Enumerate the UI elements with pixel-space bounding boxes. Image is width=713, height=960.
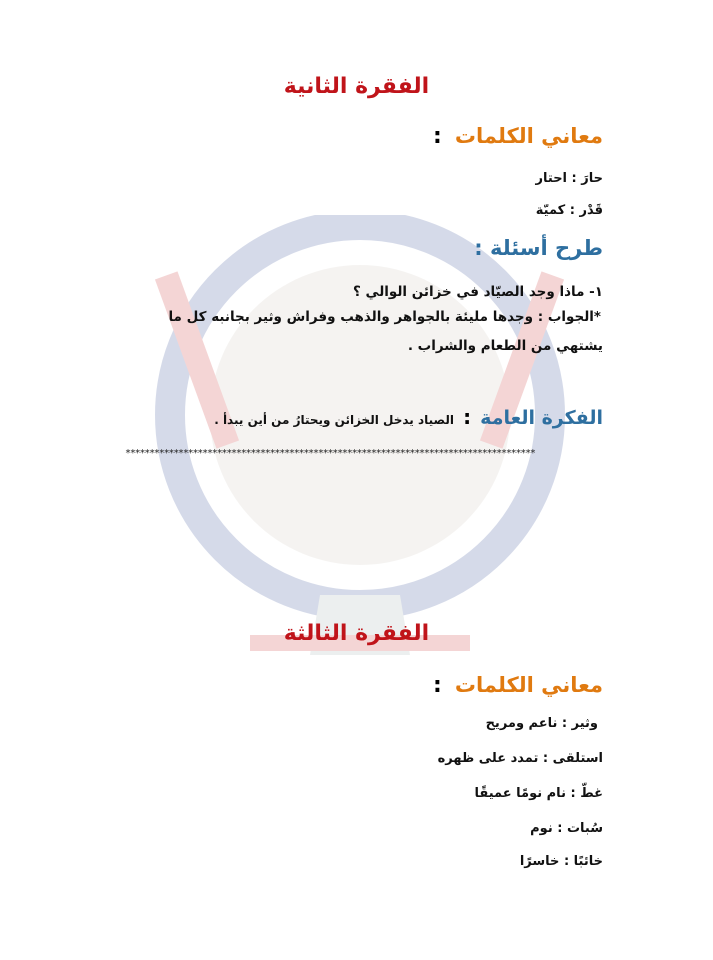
section3-vocab-item: غطّ : نام نومًا عميقًا bbox=[474, 786, 603, 801]
section3-vocab-heading-row bbox=[433, 673, 603, 698]
section3-vocab-item: استلقى : تمدد على ظهره bbox=[437, 751, 603, 766]
section3-title: الفقرة الثالثة bbox=[283, 621, 430, 646]
section3-vocab-colon: : bbox=[432, 673, 442, 698]
section2-vocab-heading-row bbox=[433, 124, 603, 149]
section-separator: ************************************************************************************* bbox=[125, 448, 535, 459]
section3-vocab-item: خائبًا : خاسرًا bbox=[519, 854, 603, 869]
section2-general-idea-colon: : bbox=[463, 405, 472, 429]
section3-vocab-item: وثير : ناعم ومريح bbox=[485, 716, 598, 731]
section2-question-1: ١- ماذا وجد الصيّاد في خزائن الوالي ؟ bbox=[353, 284, 603, 300]
section2-title: الفقرة الثانية bbox=[283, 74, 430, 99]
section2-vocab-heading: معاني الكلمات bbox=[454, 124, 603, 148]
section3-vocab-item: سُبات : نوم bbox=[530, 821, 603, 836]
section3-vocab-heading: معاني الكلمات bbox=[454, 673, 603, 697]
section2-general-idea-row bbox=[214, 405, 603, 429]
section2-vocab-item: حارَ : احتار bbox=[535, 171, 603, 186]
section2-questions-heading: طرح أسئلة : bbox=[474, 236, 603, 260]
section2-answer-line-1: *الجواب : وجدها مليئة بالجواهر والذهب وفراش وثير بجانبه كل ما bbox=[168, 309, 601, 325]
section2-answer-line-2: يشتهي من الطعام والشراب . bbox=[407, 338, 603, 354]
section2-vocab-item: قَدْر : كميّة bbox=[535, 203, 603, 218]
section2-general-idea-text: الصياد يدخل الخزائن ويحتارُ من أين يبدأ . bbox=[214, 413, 454, 427]
section2-vocab-colon: : bbox=[432, 124, 442, 149]
section2-general-idea-heading: الفكرة العامة bbox=[480, 407, 603, 429]
